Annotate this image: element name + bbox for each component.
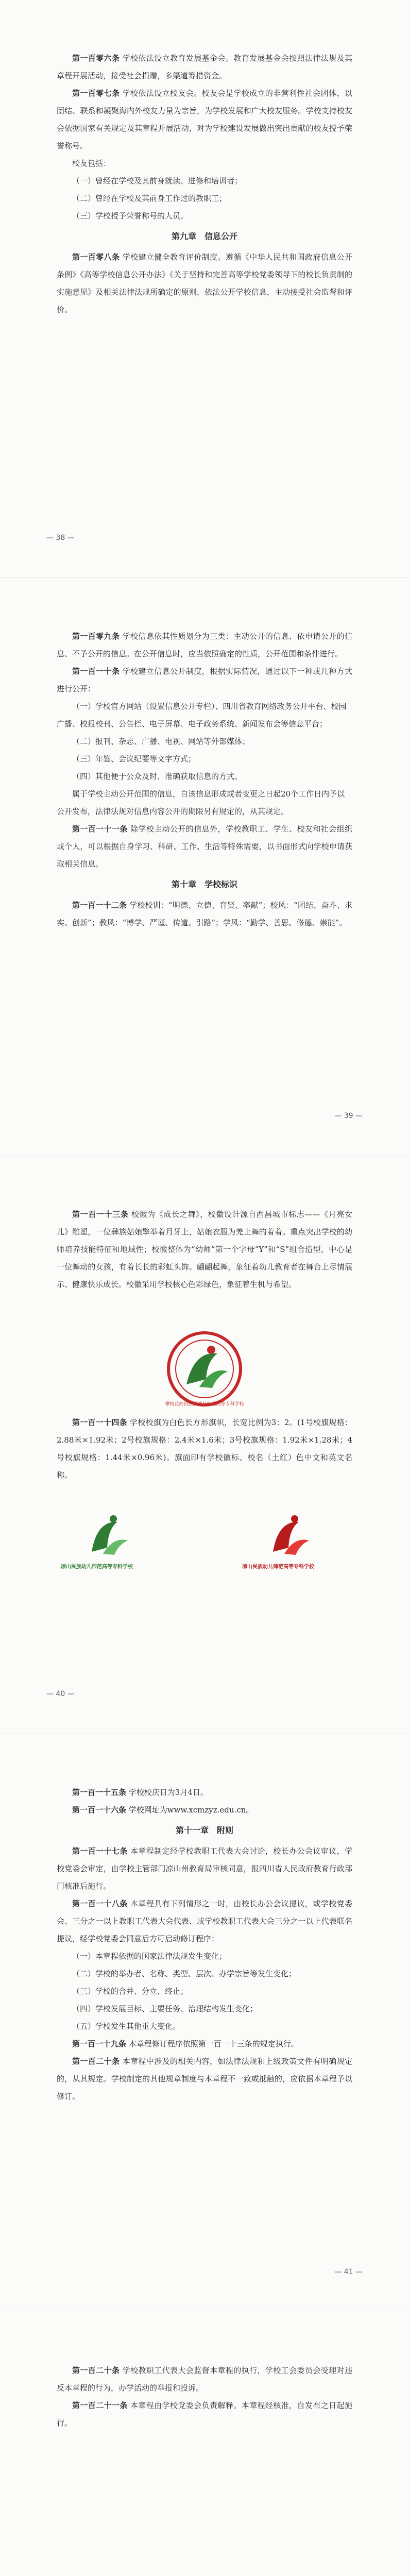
green-logo-variant bbox=[56, 1500, 159, 1567]
article-number: 第一百二十一条 bbox=[72, 2401, 128, 2410]
chapter-heading: 第十一章 附则 bbox=[175, 1825, 233, 1835]
page-40-body-bottom bbox=[57, 1414, 352, 1484]
article-number: 第一百一十三条 bbox=[72, 1210, 129, 1219]
article-paragraph bbox=[57, 1842, 352, 1895]
article-paragraph bbox=[57, 628, 352, 663]
article-paragraph bbox=[57, 2035, 352, 2053]
article-text: （一）学校官方网站（设置信息公开专栏）、四川省教育网络政务公开平台、校园广播、校报校刊、公告栏、电子屏幕、电子政务系统、新闻发布会等信息平台； bbox=[57, 702, 347, 728]
article-text: 本章程由学校党委会负责解释。本章程经核准，自发布之日起施行。 bbox=[57, 2401, 352, 2428]
article-text: 属于学校主动公开范围的信息，自该信息形成或者变更之日起20个工作日内予以公开发布，法律法规对信息内容公开的期限另有规定的，从其规定。 bbox=[57, 789, 345, 816]
article-paragraph bbox=[57, 896, 352, 931]
article-paragraph bbox=[57, 1784, 352, 1801]
article-text: （三）学校授予荣誉称号的人员。 bbox=[72, 211, 189, 221]
article-paragraph bbox=[57, 84, 352, 155]
article-number: 第一百一十六条 bbox=[72, 1805, 127, 1815]
article-text: （一）曾经在学校及其前身就读、进修和培训者； bbox=[72, 176, 243, 185]
article-number: 第一百一十条 bbox=[72, 667, 120, 676]
article-number: 第一百一十二条 bbox=[72, 901, 127, 910]
green-logo-caption: 凉山民族幼儿师范高等专科学校 bbox=[61, 1564, 133, 1570]
article-text: 学校信息依其性质划分为三类：主动公开的信息、依申请公开的信息、不予公开的信息。在公开信息时，应当依照确定的性质，公开范围和条件进行。 bbox=[57, 632, 352, 658]
page-39-body bbox=[57, 628, 352, 931]
article-text: 学校校庆日为3月4日。 bbox=[126, 1788, 208, 1797]
article-text: （四）学校发展目标、主要任务、治理结构发生变化； bbox=[72, 2004, 258, 2013]
list-item bbox=[57, 172, 352, 190]
article-text: 学校教职工代表大会监督本章程的执行，学校工会委员会受理对违反本章程的行为，办学活动的举报和投诉。 bbox=[57, 2366, 352, 2393]
article-text: 校友包括： bbox=[72, 159, 111, 168]
article-text: （四）其他便于公众及时、准确获取信息的方式。 bbox=[72, 772, 243, 781]
list-item bbox=[57, 2000, 352, 2018]
chapter-heading: 第九章 信息公开 bbox=[171, 231, 237, 241]
article-number: 第一百零七条 bbox=[72, 89, 120, 98]
article-number: 第一百一十一条 bbox=[72, 824, 128, 834]
article-text: （三）年鉴、会议纪要等文字方式； bbox=[72, 754, 196, 764]
article-number: 第一百一十四条 bbox=[72, 1418, 127, 1427]
list-item bbox=[57, 1982, 352, 2000]
article-text: （三）学校的合并、分立、终止； bbox=[72, 1987, 189, 1996]
article-text: 本章程中涉及的相关内容，如法律法规和上级政策文件有明确规定的，从其规定。学校制定的其他规章制度与本章程不一致或抵触的，应依据本章程予以修订。 bbox=[57, 2057, 352, 2101]
article-text: 学校网址为www.xcmzyz.edu.cn。 bbox=[126, 1805, 254, 1815]
red-logo-variant bbox=[237, 1500, 340, 1567]
list-item bbox=[57, 2018, 352, 2035]
article-text: 学校依法设立教育发展基金会。教育发展基金会按照法律法规及其章程开展活动，接受社会捐赠，多渠道筹措资金。 bbox=[57, 54, 352, 80]
article-number: 第一百二十条 bbox=[72, 2057, 120, 2066]
list-item bbox=[57, 785, 352, 820]
school-emblem-logo bbox=[145, 1330, 264, 1408]
document-page-41 bbox=[0, 1734, 409, 2312]
article-number: 第一百零九条 bbox=[72, 632, 120, 641]
article-text: （二）报刊、杂志、广播、电视、网站等外部媒体； bbox=[72, 737, 250, 746]
article-paragraph bbox=[57, 2397, 352, 2432]
document-page-39 bbox=[0, 578, 409, 1156]
page-number: — 38 — bbox=[46, 534, 75, 542]
article-paragraph bbox=[57, 1206, 352, 1293]
article-text: （二）曾经在学校及其前身工作过的教职工； bbox=[72, 194, 227, 203]
article-number: 第一百一十五条 bbox=[72, 1788, 127, 1797]
article-paragraph bbox=[57, 1801, 352, 1819]
page-42-body bbox=[57, 2362, 352, 2432]
page-41-body bbox=[57, 1784, 352, 2105]
list-item bbox=[57, 1947, 352, 1965]
red-logo-caption: 凉山民族幼儿师范高等专科学校 bbox=[242, 1564, 314, 1570]
list-item bbox=[57, 768, 352, 785]
page-38-body bbox=[57, 49, 352, 318]
article-text: 学校校训：“明德、立德、育贤、率献”；校风：“团结、奋斗、求实、创新”；教风：“博学、严谨、传道、引路”；学风：“勤学、善思、修德、崇能”。 bbox=[57, 901, 352, 927]
document-page-40 bbox=[0, 1156, 409, 1734]
article-text: （一）本章程依据的国家法律法规发生变化； bbox=[72, 1952, 227, 1961]
article-number: 第一百一十八条 bbox=[72, 1899, 128, 1908]
article-paragraph bbox=[57, 1414, 352, 1484]
page-number: — 41 — bbox=[334, 2268, 363, 2276]
article-text: 学校建立信息公开制度，根据实际情况，通过以下一种或几种方式进行公开： bbox=[57, 667, 352, 693]
document-page-38 bbox=[0, 0, 409, 578]
article-text: 本章程具有下列情形之一时，由校长办公会议提议，或学校党委会、三分之一以上教职工代表大会代表、或学校教职工代表大会三分之一以上代表联名提议，经学校党委会同意后方可启动修订程序： bbox=[57, 1899, 352, 1943]
article-paragraph bbox=[57, 1895, 352, 1947]
list-item bbox=[57, 750, 352, 768]
article-number: 第一百一十九条 bbox=[72, 2039, 127, 2048]
page-number: — 40 — bbox=[46, 1690, 75, 1698]
emblem-ring-text: 攀枝花西昌民族幼儿师范高等专科学校 bbox=[165, 1402, 244, 1407]
article-paragraph bbox=[57, 663, 352, 698]
logo-variants-row bbox=[0, 1500, 409, 1578]
article-text: 本章程修订程序依照第一百一十三条的规定执行。 bbox=[126, 2039, 299, 2048]
article-text: 校徽为《成长之舞》，校徽设计源自西昌城市标志——《月亮女儿》雕塑，一位彝族姑娘擎举着月牙上，姑娘衣服为羌上舞的着着。重点突出学校的幼师培养技能特征和地域性；校徽整体为“幼师”第一个字母“Y”和“S”组合造型，中心是一位舞动的女孩，有着长长的彩虹头饰。翩翩起舞，象征着幼儿教育者在舞台上尽情展示、健康快乐成长。校徽采用学校核心色彩绿色，象征着生机与希望。 bbox=[57, 1210, 352, 1289]
article-paragraph bbox=[57, 820, 352, 873]
chapter-heading: 第十章 学校标识 bbox=[171, 879, 237, 889]
list-item bbox=[57, 698, 352, 733]
article-number: 第一百零六条 bbox=[72, 54, 120, 63]
article-number: 第一百一十七条 bbox=[72, 1846, 128, 1856]
article-paragraph bbox=[57, 2362, 352, 2397]
article-number: 第一百二十条 bbox=[72, 2366, 120, 2375]
list-item bbox=[57, 155, 352, 172]
article-number: 第一百零八条 bbox=[72, 252, 120, 262]
list-item bbox=[57, 733, 352, 750]
article-text: （五）学校发生其他重大变化。 bbox=[72, 2022, 181, 2031]
page-number: — 39 — bbox=[334, 1112, 363, 1120]
article-paragraph bbox=[57, 248, 352, 318]
article-text: 除学校主动公开的信息外，学校教职工、学生、校友和社会组织或个人，可以根据自身学习、科研、工作、生活等特殊需要，以书面形式向学校申请获取相关信息。 bbox=[57, 824, 352, 869]
article-paragraph bbox=[57, 2053, 352, 2105]
list-item bbox=[57, 190, 352, 207]
article-text: 学校校旗为白色长方形旗帜，长宽比例为3：2。(1号校旗规格：2.88米×1.92米；2号校旗规格：2.4米×1.6米；3号校旗规格：1.92米×1.28米；4号校旗规格：1.44米×0.96米)。旗面印有学校徽标、校名（土红）色中文和英文名称。 bbox=[57, 1418, 352, 1480]
article-paragraph bbox=[57, 49, 352, 84]
document-page-42 bbox=[0, 2312, 409, 2576]
article-text: （二）学校的举办者、名称、类型、层次、办学宗旨等发生变化； bbox=[72, 1969, 297, 1978]
article-text: 本章程制定经学校教职工代表大会讨论，校长办公会议审议，学校党委会审定，由学校主管部门凉山州教育局审核同意，报四川省人民政府教育行政部门核准后施行。 bbox=[57, 1846, 352, 1891]
article-text: 学校建立健全教育评价制度。遵循《中华人民共和国政府信息公开条例》《高等学校信息公开办法》《关于坚持和完善高等学校党委领导下的校长负责制的实施意见》及相关法律法规所确定的原则，依法公开学校信息，主动接受社会监督和评价。 bbox=[57, 252, 352, 314]
list-item bbox=[57, 1965, 352, 1982]
article-text: 学校依法设立校友会。校友会是学校成立的非营利性社会团体，以团结、联系和凝聚海内外校友力量为宗旨，为学校发展和广大校友服务。学校支持校友会依据国家有关规定及其章程开展活动，对为学校建设发展做出突出贡献的校友授予荣誉称号。 bbox=[57, 89, 352, 150]
list-item bbox=[57, 207, 352, 225]
page-40-body-top bbox=[57, 1206, 352, 1293]
